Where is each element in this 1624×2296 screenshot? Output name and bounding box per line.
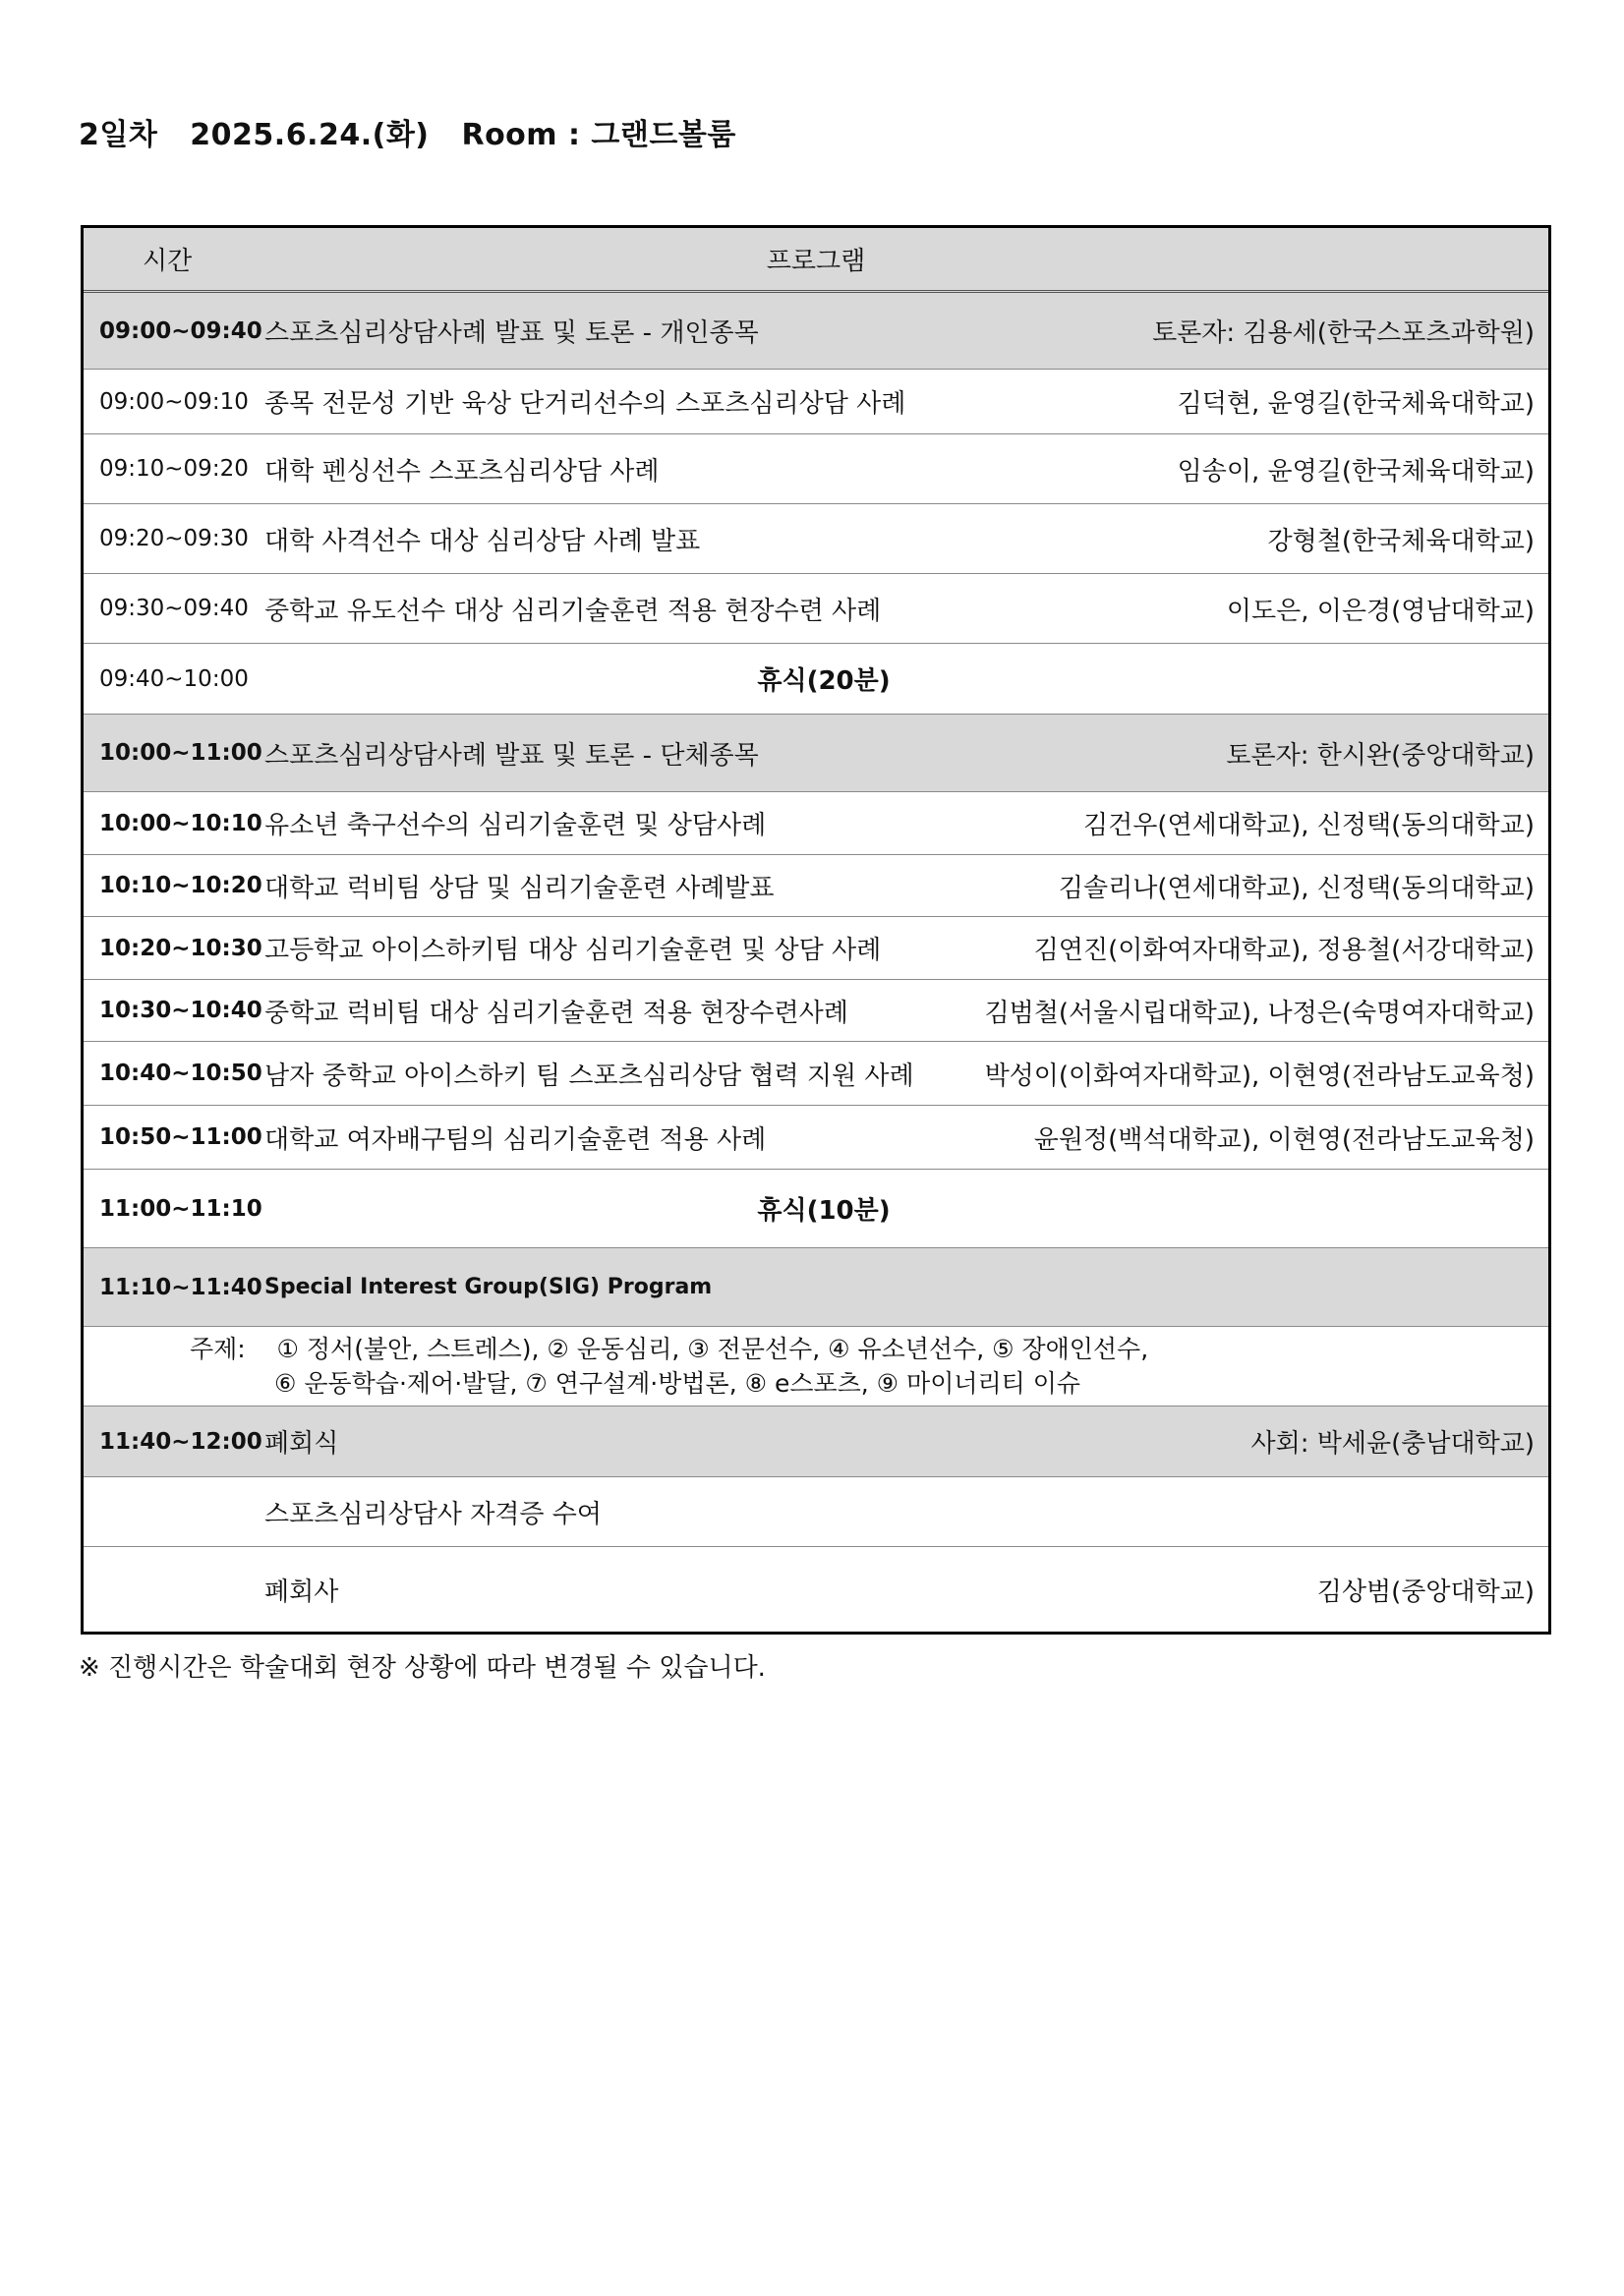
row-time: 11:40~12:00: [99, 1428, 262, 1455]
break-row: [84, 1170, 1548, 1248]
row-speaker: 토론자: 김용세(한국스포츠과학원): [1152, 318, 1535, 348]
header-program: 프로그램: [766, 247, 866, 276]
table-row: [84, 1477, 1548, 1547]
table-row: [84, 574, 1548, 644]
break-row: [84, 644, 1548, 715]
row-time: 10:30~10:40: [99, 998, 262, 1023]
row-time: 09:10~09:20: [99, 456, 249, 482]
row-speaker: 토론자: 한시완(중앙대학교): [1226, 740, 1535, 771]
table-row: [84, 1106, 1548, 1170]
day-label: 2일차: [79, 118, 158, 152]
row-title: 남자 중학교 아이스하키 팀 스포츠심리상담 협력 지원 사례: [264, 1061, 914, 1091]
topics-second: ⑥ 운동학습·제어·발달, ⑦ 연구설계·방법론, ⑧ e스포츠, ⑨ 마이너리티 이슈: [274, 1369, 1081, 1398]
row-time: 09:20~09:30: [99, 526, 249, 551]
table-header: [84, 228, 1548, 293]
row-speaker: 김덕현, 윤영길(한국체육대학교): [1177, 389, 1535, 419]
break-label: 휴식(20분): [757, 666, 891, 696]
row-title: 폐회식: [264, 1429, 339, 1459]
row-time: 10:40~10:50: [99, 1061, 262, 1086]
row-time: 10:00~11:00: [99, 740, 262, 766]
row-title: 유소년 축구선수의 심리기술훈련 및 상담사례: [264, 811, 767, 840]
row-time: 09:40~10:00: [99, 665, 249, 692]
table-row: [84, 792, 1548, 855]
row-title: 대학 사격선수 대상 심리상담 사례 발표: [264, 526, 701, 556]
row-time: 09:30~09:40: [99, 596, 249, 621]
row-title: 대학교 여자배구팀의 심리기술훈련 적용 사례: [264, 1124, 767, 1155]
row-speaker: 김연진(이화여자대학교), 정용철(서강대학교): [1033, 936, 1535, 965]
row-speaker: 김범철(서울시립대학교), 나정은(숙명여자대학교): [984, 998, 1535, 1028]
row-title: Special Interest Group(SIG) Program: [264, 1275, 713, 1299]
section-row: [84, 715, 1548, 792]
row-speaker: 김상범(중앙대학교): [1316, 1577, 1535, 1607]
row-speaker: 이도은, 이은경(영남대학교): [1226, 596, 1535, 626]
row-speaker: 박성이(이화여자대학교), 이현영(전라남도교육청): [984, 1061, 1535, 1091]
row-title: 중학교 유도선수 대상 심리기술훈련 적용 현장수련 사례: [264, 596, 882, 626]
row-speaker: 김건우(연세대학교), 신정택(동의대학교): [1083, 811, 1535, 840]
section-row: [84, 293, 1548, 370]
row-time: 09:00~09:10: [99, 388, 249, 415]
row-title: 대학 펜싱선수 스포츠심리상담 사례: [264, 456, 660, 487]
topics-list: [84, 1332, 1548, 1401]
table-row: [84, 370, 1548, 434]
row-time: 11:10~11:40: [99, 1274, 262, 1300]
row-title: 폐회사: [264, 1577, 339, 1607]
table-row: [84, 1042, 1548, 1106]
topics-first: ① 정서(불안, 스트레스), ② 운동심리, ③ 전문선수, ④ 유소년선수, ⑤ 장애인선수,: [276, 1335, 1149, 1363]
date-label: 2025.6.24.(화): [190, 118, 430, 152]
section-row: [84, 1248, 1548, 1327]
header-time: 시간: [143, 247, 193, 276]
table-row: [84, 1547, 1548, 1632]
row-title: 스포츠심리상담사 자격증 수여: [264, 1499, 603, 1529]
row-time: 10:10~10:20: [99, 873, 262, 898]
row-time: 10:00~10:10: [99, 810, 262, 836]
topics-line-1: [190, 1332, 1548, 1366]
row-speaker: 강형철(한국체육대학교): [1267, 526, 1535, 556]
row-time: 10:50~11:00: [99, 1124, 262, 1150]
schedule-table: [81, 225, 1551, 1635]
table-row: [84, 855, 1548, 917]
topics-row: [84, 1327, 1548, 1406]
room-label: Room : 그랜드볼룸: [461, 118, 736, 152]
row-speaker: 윤원정(백석대학교), 이현영(전라남도교육청): [1033, 1124, 1535, 1155]
row-title: 종목 전문성 기반 육상 단거리선수의 스포츠심리상담 사례: [264, 389, 906, 419]
row-title: 스포츠심리상담사례 발표 및 토론 - 단체종목: [264, 740, 759, 771]
row-speaker: 임송이, 윤영길(한국체육대학교): [1177, 456, 1535, 487]
section-row: [84, 1406, 1548, 1477]
row-time: 11:00~11:10: [99, 1195, 262, 1222]
table-row: [84, 434, 1548, 504]
row-time: 09:00~09:40: [99, 317, 262, 344]
row-title: 중학교 럭비팀 대상 심리기술훈련 적용 현장수련사례: [264, 998, 848, 1028]
row-title: 고등학교 아이스하키팀 대상 심리기술훈련 및 상담 사례: [264, 936, 882, 965]
row-speaker: 사회: 박세윤(충남대학교): [1250, 1429, 1535, 1459]
topics-label: 주제:: [190, 1335, 246, 1363]
row-title: 스포츠심리상담사례 발표 및 토론 - 개인종목: [264, 318, 759, 348]
footnote: ※ 진행시간은 학술대회 현장 상황에 따라 변경될 수 있습니다.: [79, 1653, 766, 1683]
table-row: [84, 504, 1548, 574]
row-speaker: 김솔리나(연세대학교), 신정택(동의대학교): [1058, 873, 1535, 903]
day-title: [79, 110, 758, 153]
table-row: [84, 917, 1548, 980]
break-label: 휴식(10분): [757, 1196, 891, 1226]
row-time: 10:20~10:30: [99, 935, 262, 961]
table-row: [84, 980, 1548, 1042]
row-title: 대학교 럭비팀 상담 및 심리기술훈련 사례발표: [264, 873, 775, 903]
